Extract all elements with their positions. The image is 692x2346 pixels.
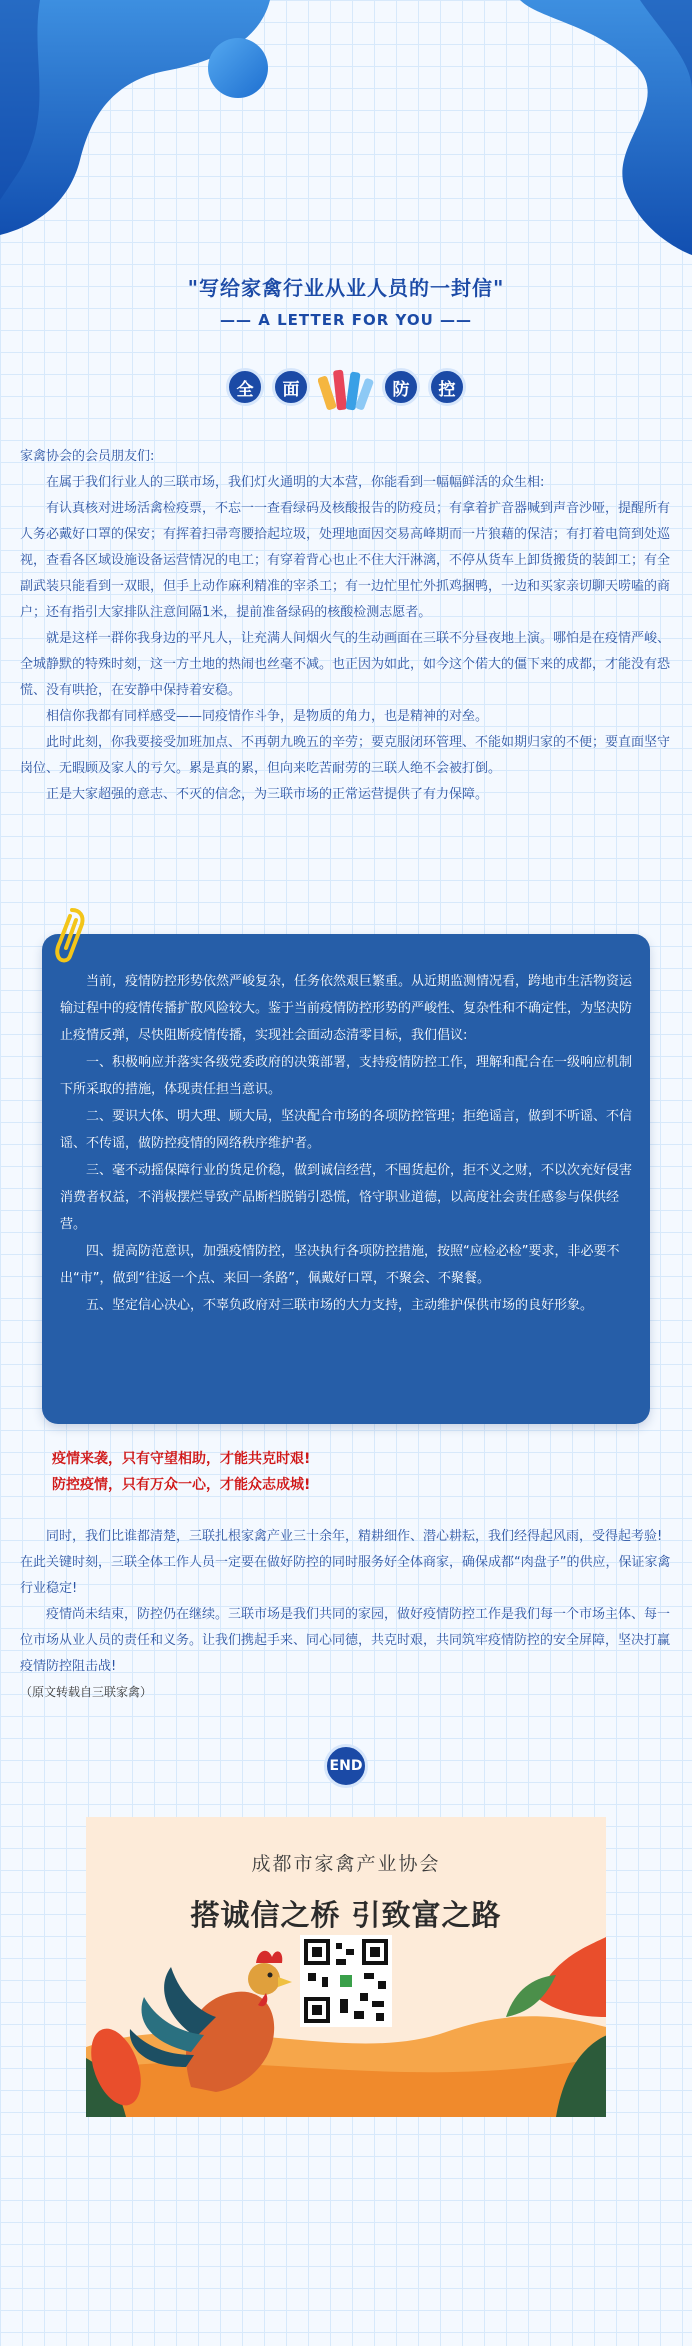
badge-char: 全 (226, 368, 264, 406)
letter-paragraph: 相信你我都有同样感受——同疫情作斗争，是物质的角力，也是精神的对垒。 (46, 709, 489, 724)
badge-char: 控 (428, 368, 466, 406)
end-badge: END (324, 1744, 368, 1788)
closing-paragraph: 同时，我们比谁都清楚，三联扎根家禽产业三十余年，精耕细作、潜心耕耘，我们经得起风雨，受得起考验!在此关键时刻，三联全体工作人员一定要在做好防控的同时服务好全体商家，确保成都“肉盘子”的供应，保证家禽行业稳定! (20, 1529, 671, 1596)
slogan-line: 防控疫情，只有万众一心，才能众志成城! (52, 1477, 311, 1493)
notice-paragraph: 二、要识大体、明大理、顾大局，坚决配合市场的各项防控管理；拒绝谣言，做到不听谣、不信谣、不传谣，做防控疫情的网络秩序维护者。 (60, 1109, 633, 1151)
letter-paragraph: 有认真核对进场活禽检疫票，不忘一一查看绿码及核酸报告的防疫员；有拿着扩音器喊到声音沙哑，提醒所有人务必戴好口罩的保安；有挥着扫帚弯腰拾起垃圾，处理地面因交易高峰期而一片狼藉的保洁；有打着电筒到处巡视，查看各区域设施设备运营情况的电工；有穿着背心也止不住大汗淋漓，不停从货车上卸货搬货的装卸工；有全副武装只能看到一双眼，但手上动作麻利精准的宰杀工；有一边忙里忙外抓鸡捆鸭，一边和买家亲切聊天唠嗑的商户；还有指引大家排队注意间隔1米，提前准备绿码的核酸检测志愿者。 (20, 501, 671, 620)
poster-slogan: 搭诚信之桥 引致富之路 (190, 1898, 502, 1932)
badge-char: 防 (382, 368, 420, 406)
letter-body (20, 444, 672, 808)
paint-brush-icon (318, 362, 374, 412)
notice-paragraph: 四、提高防范意识，加强疫情防控，坚决执行各项防控措施，按照“应检必检”要求，非必要不出“市”，做到“往返一个点、来回一条路”，佩戴好口罩，不聚会、不聚餐。 (60, 1244, 620, 1286)
notice-paragraph: 一、积极响应并落实各级党委政府的决策部署，支持疫情防控工作，理解和配合在一级响应机制下所采取的措施，体现责任担当意识。 (60, 1055, 633, 1097)
letter-title: "写给家禽行业从业人员的一封信" (187, 276, 505, 300)
letter-title-block (0, 272, 692, 329)
poster-org-name: 成都市家禽产业协会 (251, 1853, 441, 1875)
prevention-badge-row (0, 362, 692, 412)
letter-paragraph: 此时此刻，你我要接受加班加点、不再朝九晚五的辛劳；要克服闭环管理、不能如期归家的不便；要直面坚守岗位、无暇顾及家人的亏欠。累是真的累，但向来吃苦耐劳的三联人绝不会被打倒。 (20, 735, 671, 776)
qr-code-icon (300, 1935, 392, 2027)
letter-paragraph: 就是这样一群你我身边的平凡人，让充满人间烟火气的生动画面在三联不分昼夜地上演。哪怕是在疫情严峻、全城静默的特殊时刻，这一方土地的热闹也丝毫不减。也正因为如此，如今这个偌大的僵下来的成都，才能没有恐慌、没有哄抢，在安静中保持着安稳。 (20, 631, 671, 698)
closing-body (20, 1524, 672, 1704)
notice-paragraph: 当前，疫情防控形势依然严峻复杂，任务依然艰巨繁重。从近期监测情况看，跨地市生活物资运输过程中的疫情传播扩散风险较大。鉴于当前疫情防控形势的严峻性、复杂性和不确定性，为坚决防止疫情反弹，尽快阻断疫情传播，实现社会面动态清零目标，我们倡议: (60, 974, 633, 1043)
badge-char: 面 (272, 368, 310, 406)
source-note: （原文转载自三联家禽） (20, 1685, 153, 1699)
letter-greeting: 家禽协会的会员朋友们: (20, 449, 155, 464)
paperclip-icon (46, 904, 92, 966)
closing-paragraph: 疫情尚未结束，防控仍在继续。三联市场是我们共同的家园，做好疫情防控工作是我们每一个市场主体、每一位市场从业人员的责任和义务。让我们携起手来、同心同德，共克时艰，共同筑牢疫情防控的安全屏障，坚决打赢疫情防控阻击战! (20, 1607, 671, 1674)
letter-subtitle: —— A LETTER FOR YOU —— (220, 311, 472, 329)
association-poster (86, 1817, 606, 2117)
letter-paragraph: 在属于我们行业人的三联市场，我们灯火通明的大本营，你能看到一幅幅鲜活的众生相: (46, 475, 545, 490)
notice-paragraph: 五、坚定信心决心，不辜负政府对三联市场的大力支持，主动维护保供市场的良好形象。 (86, 1298, 594, 1313)
header-blob-decoration (0, 0, 692, 260)
slogan-line: 疫情来袭，只有守望相助，才能共克时艰! (52, 1451, 311, 1467)
letter-paragraph: 正是大家超强的意志、不灭的信念，为三联市场的正常运营提供了有力保障。 (46, 787, 489, 802)
notice-paragraph: 三、毫不动摇保障行业的货足价稳，做到诚信经营，不囤货起价，拒不义之财，不以次充好侵害消费者权益，不消极摆烂导致产品断档脱销引恐慌，恪守职业道德，以高度社会责任感参与保供经营。 (60, 1163, 633, 1232)
slogan-block (52, 1446, 310, 1498)
initiative-notice-box (42, 934, 650, 1424)
